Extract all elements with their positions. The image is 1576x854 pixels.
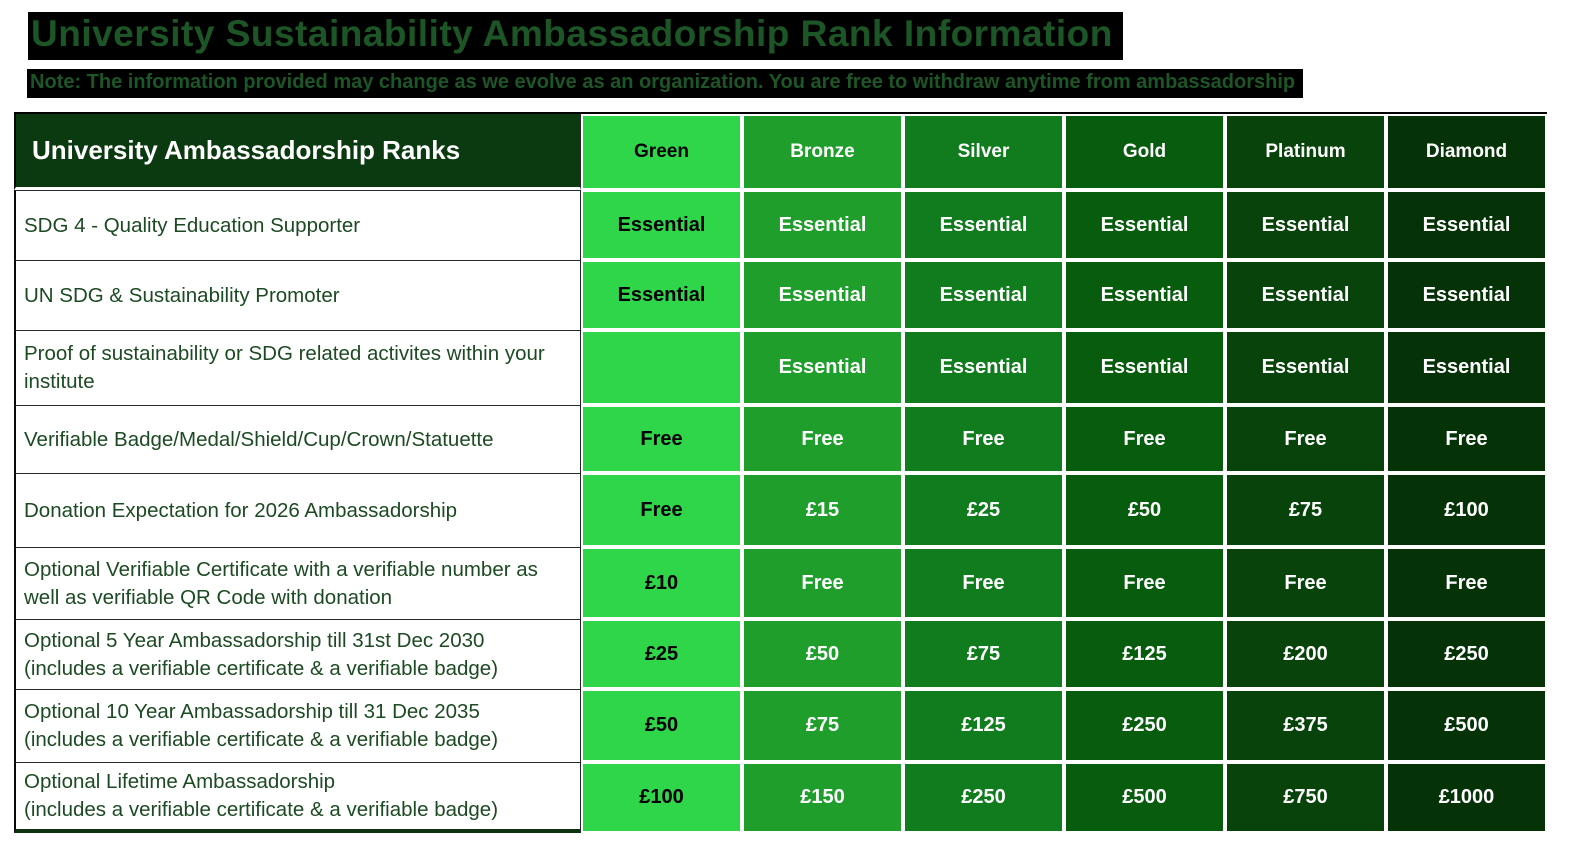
table-cell-silver: Essential (903, 330, 1064, 405)
table-cell-gold: £500 (1064, 762, 1225, 833)
table-cell-green: £25 (581, 619, 742, 689)
row-label-text: Proof of sustainability or SDG related activites within your institute (24, 342, 545, 393)
column-header-green: Green (581, 114, 742, 190)
table-cell-green: Free (581, 405, 742, 473)
table-cell-green: Free (581, 473, 742, 547)
table-cell-bronze: Free (742, 405, 903, 473)
column-header-silver: Silver (903, 114, 1064, 190)
row-sublabel-text: (includes a verifiable certificate & a verifiable badge) (24, 728, 499, 751)
table-cell-gold: £250 (1064, 689, 1225, 762)
table-cell-bronze: Essential (742, 260, 903, 330)
row-label-text: Optional Verifiable Certificate with a verifiable number as well as verifiable QR Code with donation (24, 557, 538, 609)
row-label (14, 762, 581, 833)
table-cell-diamond: £250 (1386, 619, 1547, 689)
column-header-platinum: Platinum (1225, 114, 1386, 190)
row-label (14, 689, 581, 762)
table-cell-diamond: £1000 (1386, 762, 1547, 833)
column-header-gold: Gold (1064, 114, 1225, 190)
table-cell-green: £100 (581, 762, 742, 833)
table-cell-green: Essential (581, 190, 742, 260)
row-label (14, 260, 581, 330)
table-cell-silver: £25 (903, 473, 1064, 547)
page-title: University Sustainability Ambassadorship Rank Information (28, 12, 1123, 60)
table-cell-platinum: £375 (1225, 689, 1386, 762)
table-cell-silver: Essential (903, 190, 1064, 260)
table-cell-bronze: Essential (742, 330, 903, 405)
table-cell-platinum: Free (1225, 405, 1386, 473)
row-label (14, 473, 581, 547)
row-label (14, 619, 581, 689)
table-cell-green: £10 (581, 547, 742, 619)
table-cell-gold: Free (1064, 405, 1225, 473)
table-cell-bronze: £50 (742, 619, 903, 689)
row-label-text: UN SDG & Sustainability Promoter (24, 283, 340, 307)
table-cell-platinum: £75 (1225, 473, 1386, 547)
table-cell-gold: Essential (1064, 260, 1225, 330)
table-cell-silver: Essential (903, 260, 1064, 330)
table-cell-platinum: £750 (1225, 762, 1386, 833)
table-cell-bronze: Essential (742, 190, 903, 260)
table-cell-platinum: Essential (1225, 190, 1386, 260)
table-cell-silver: Free (903, 405, 1064, 473)
table-cell-diamond: £100 (1386, 473, 1547, 547)
row-label-text: Optional 10 Year Ambassadorship till 31 Dec 2035 (24, 700, 480, 724)
table-cell-gold: Free (1064, 547, 1225, 619)
table-cell-green: £50 (581, 689, 742, 762)
table-cell-diamond: Free (1386, 405, 1547, 473)
table-cell-platinum: £200 (1225, 619, 1386, 689)
row-label-text: Donation Expectation for 2026 Ambassadorship (24, 498, 458, 522)
row-label (14, 190, 581, 260)
table-cell-diamond: Essential (1386, 330, 1547, 405)
table-cell-green: Essential (581, 260, 742, 330)
row-label (14, 330, 581, 405)
note-text: Note: The information provided may change as we evolve as an organization. You are free to withdraw anytime from ambassadorship (27, 69, 1303, 98)
table-cell-platinum: Free (1225, 547, 1386, 619)
column-header-diamond: Diamond (1386, 114, 1547, 190)
table-cell-bronze: Free (742, 547, 903, 619)
table-cell-bronze: £15 (742, 473, 903, 547)
table-cell-diamond: Free (1386, 547, 1547, 619)
row-sublabel-text: (includes a verifiable certificate & a verifiable badge) (24, 656, 499, 680)
row-label (14, 405, 581, 473)
row-label-text: SDG 4 - Quality Education Supporter (24, 213, 361, 237)
row-sublabel-text: (includes a verifiable certificate & a verifiable badge) (24, 798, 499, 821)
table-cell-platinum: Essential (1225, 330, 1386, 405)
table-cell-silver: Free (903, 547, 1064, 619)
table-corner-header: University Ambassadorship Ranks (14, 114, 581, 190)
table-cell-platinum: Essential (1225, 260, 1386, 330)
table-cell-gold: £50 (1064, 473, 1225, 547)
table-cell-gold: £125 (1064, 619, 1225, 689)
table-cell-diamond: £500 (1386, 689, 1547, 762)
ambassadorship-ranks-table (14, 112, 1547, 833)
table-cell-green (581, 330, 742, 405)
note-row (0, 60, 1576, 98)
row-label-text: Optional 5 Year Ambassadorship till 31st Dec 2030 (24, 628, 485, 652)
column-header-bronze: Bronze (742, 114, 903, 190)
table-cell-diamond: Essential (1386, 190, 1547, 260)
table-cell-silver: £125 (903, 689, 1064, 762)
table-cell-gold: Essential (1064, 330, 1225, 405)
row-label-text: Optional Lifetime Ambassadorship (24, 770, 336, 794)
row-label-text: Verifiable Badge/Medal/Shield/Cup/Crown/Statuette (24, 427, 494, 451)
table-cell-silver: £250 (903, 762, 1064, 833)
table-cell-bronze: £150 (742, 762, 903, 833)
table-cell-diamond: Essential (1386, 260, 1547, 330)
table-cell-bronze: £75 (742, 689, 903, 762)
table-cell-silver: £75 (903, 619, 1064, 689)
row-label (14, 547, 581, 619)
table-cell-gold: Essential (1064, 190, 1225, 260)
